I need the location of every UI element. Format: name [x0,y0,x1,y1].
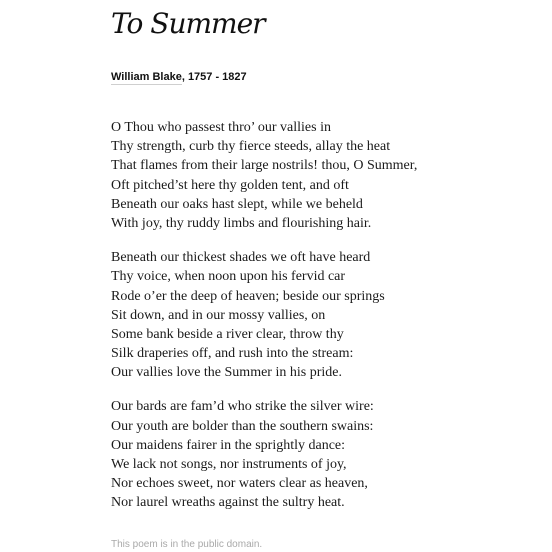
poem-line: Nor echoes sweet, nor waters clear as heaven, [111,476,368,492]
poem-stanza [111,397,531,512]
poem-title: To Summer [111,7,265,40]
public-domain-notice: This poem is in the public domain. [111,539,263,550]
poem-line: O Thou who passest thro’ our vallies in [111,120,331,135]
poem-stanza [111,118,531,233]
poem-line: Some bank beside a river clear, throw thy [111,326,344,342]
poem-line: Silk draperies off, and rush into the stream: [111,346,354,362]
author-byline [111,70,247,84]
poem-line: That flames from their large nostrils! thou, O Summer, [111,158,418,174]
poem-line: Our youth are bolder than the southern swains: [111,418,374,434]
poem-line: Rode o’er the deep of heaven; beside our springs [111,288,385,304]
poem-line: Oft pitched’st here thy golden tent, and oft [111,177,349,193]
poem-line: Our bards are fam’d who strike the silver wire: [111,399,374,415]
poem-line: Beneath our oaks hast slept, while we beheld [111,196,363,212]
poem-line: Thy voice, when noon upon his fervid car [111,269,346,285]
poem-line: Beneath our thickest shades we oft have heard [111,250,371,266]
poem-line: We lack not songs, nor instruments of joy, [111,457,347,472]
author-dates: , 1757 - 1827 [181,71,247,83]
poem-line: Sit down, and in our mossy vallies, on [111,307,326,323]
poem-body [111,118,531,528]
poem-line: With joy, thy ruddy limbs and flourishing hair. [111,215,372,231]
poem-line: Our maidens fairer in the sprightly dance: [111,437,346,453]
poem-line: Thy strength, curb thy fierce steeds, allay the heat [111,139,391,155]
poem-line: Our vallies love the Summer in his pride. [111,365,342,381]
poem-line: Nor laurel wreaths against the sultry heat. [111,495,345,511]
poem-stanza [111,248,531,382]
author-link[interactable]: William Blake [111,71,182,83]
